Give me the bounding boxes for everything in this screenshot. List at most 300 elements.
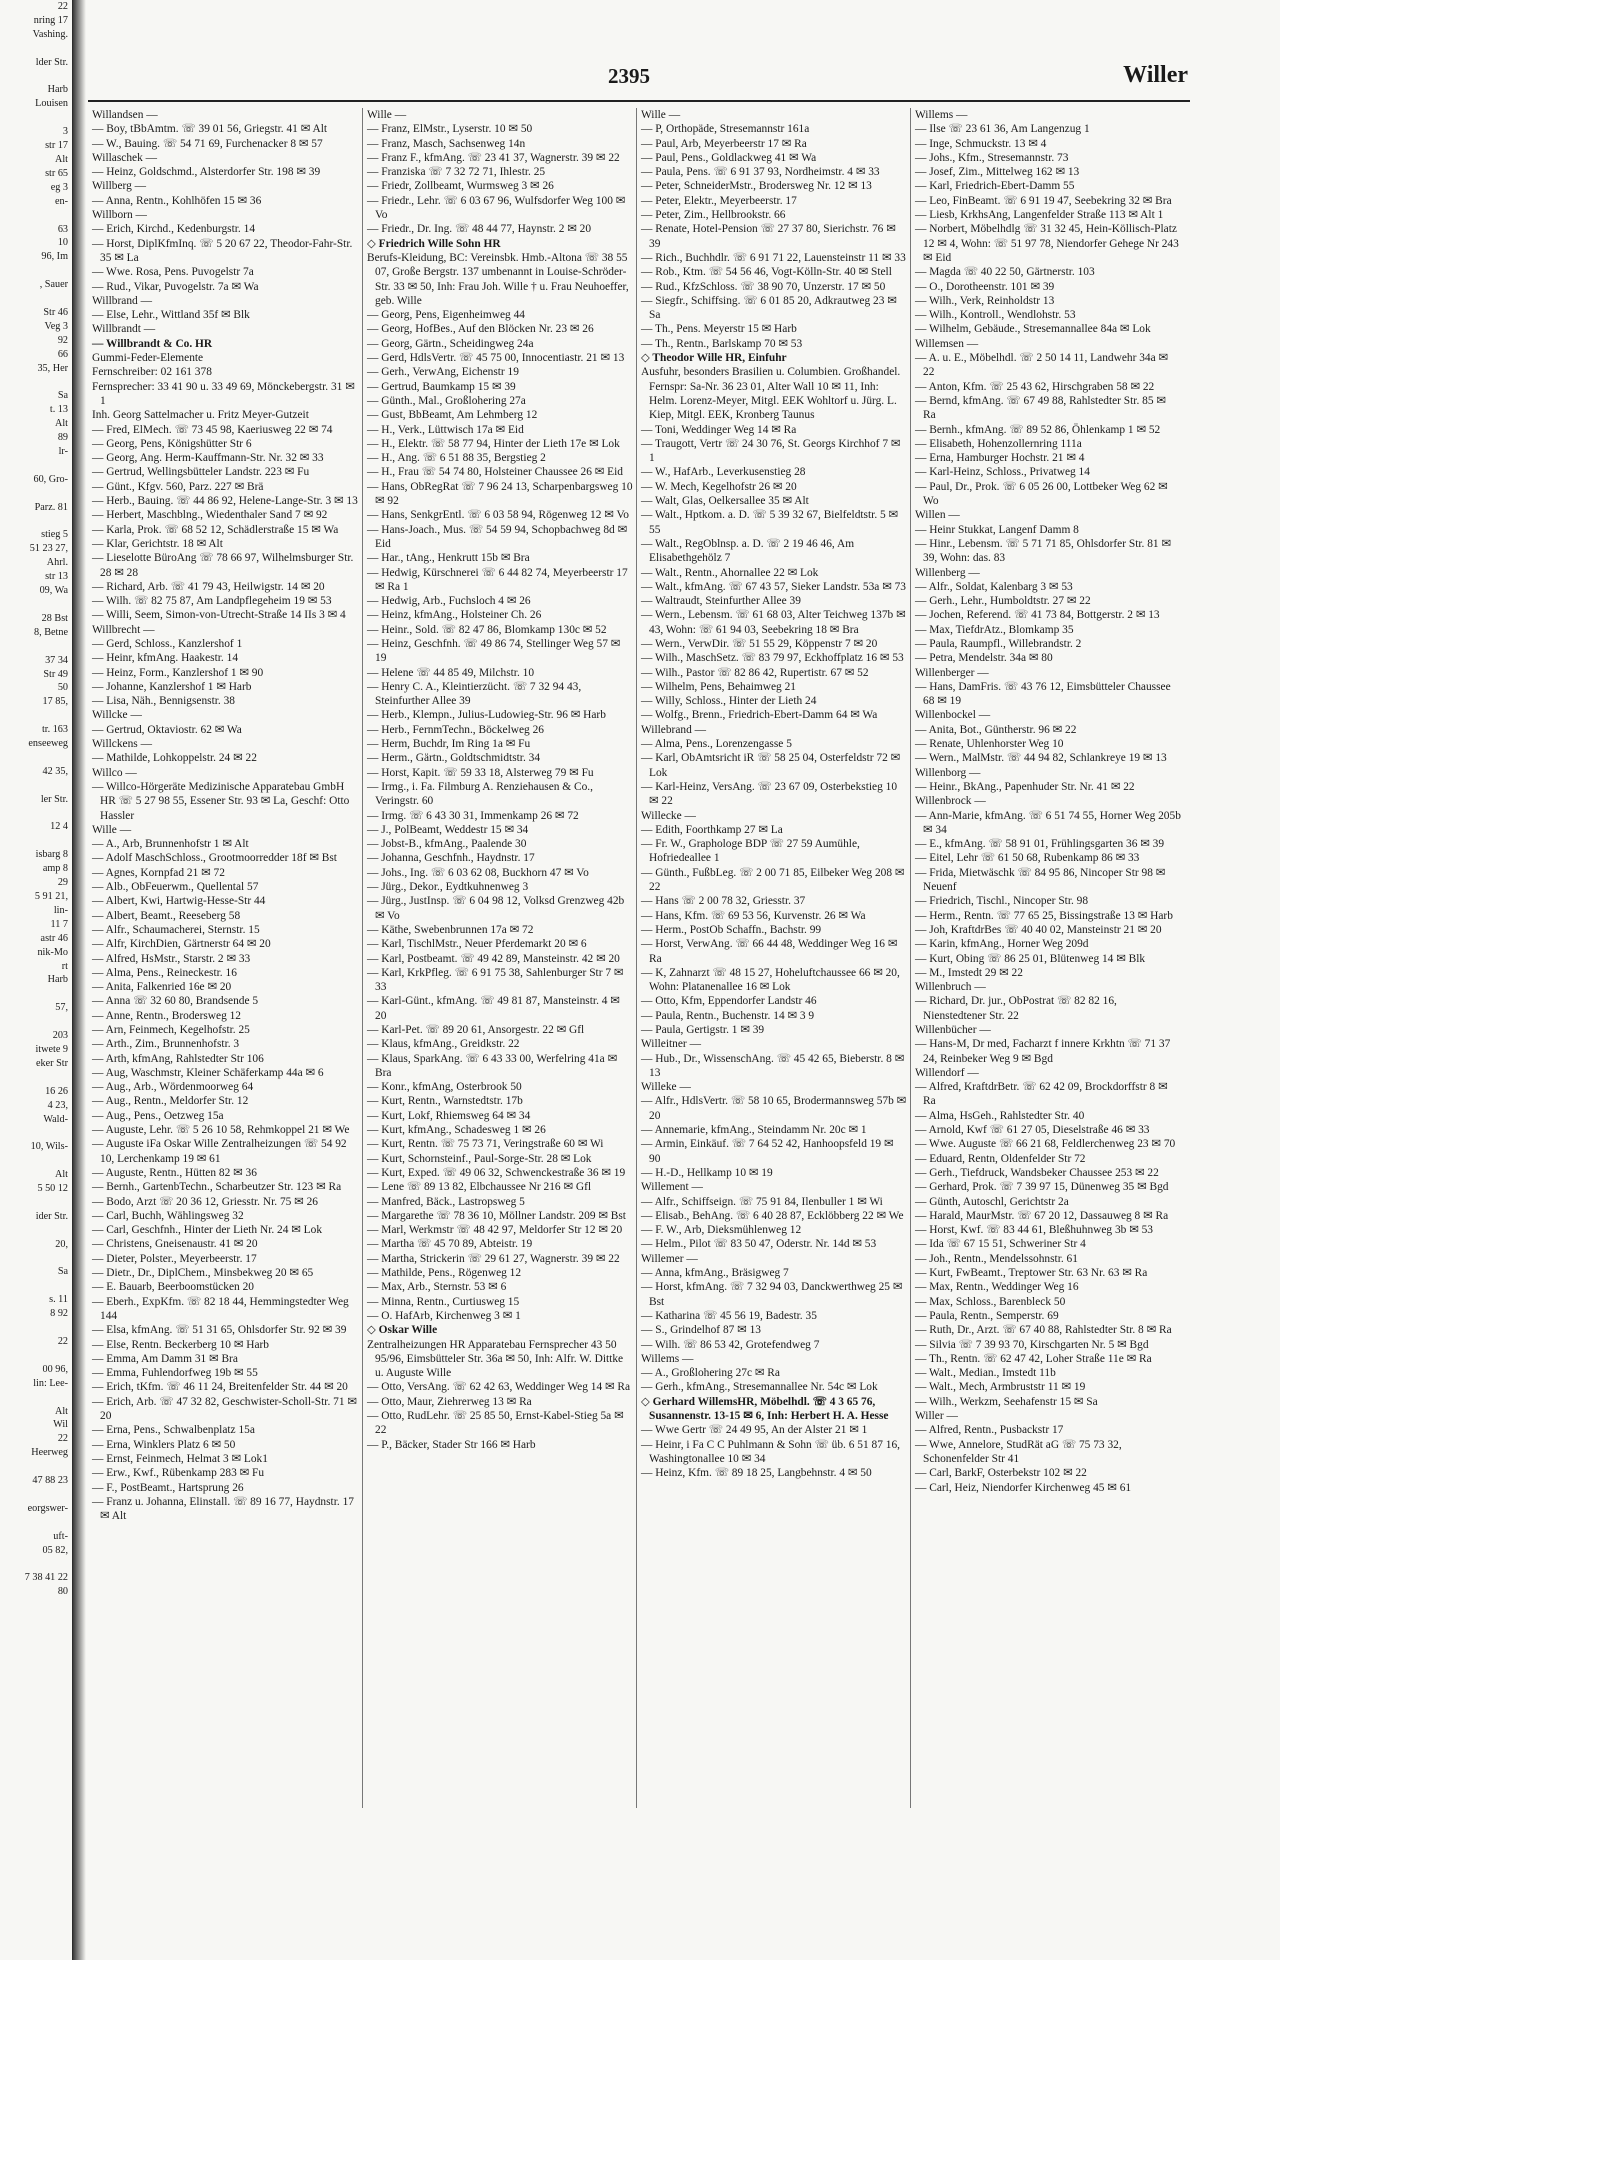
binding-fragment: lr-: [58, 446, 68, 457]
directory-entry: Willenbücher —: [915, 1024, 991, 1036]
binding-fragment: ler Str.: [40, 793, 68, 805]
directory-entry: — Wern., VerwDir. ☏ 51 55 29, Köppenstr 7 ✉ 20: [641, 637, 878, 650]
directory-entry: — Karl, TischlMstr., Neuer Pferdemarkt 20 ✉ 6: [367, 938, 587, 951]
directory-entry: — Friedrich, Tischl., Nincoper Str. 98: [915, 895, 1089, 908]
directory-entry: — Friedr, Zollbeamt, Wurmsweg 3 ✉ 26: [367, 180, 554, 193]
directory-entry: — Erna, Pens., Schwalbenplatz 15a: [92, 1424, 255, 1437]
directory-entry: — Horst, kfmAng. ☏ 7 32 94 03, Danckwerthweg 25 ✉ Bst: [641, 1281, 903, 1308]
binding-fragment: ider Str.: [35, 1210, 68, 1222]
directory-entry: Willen —: [915, 509, 960, 522]
directory-entry: Wille —: [367, 109, 407, 121]
directory-entry: — Georg, Ang. Herm-Kauffmann-Str. Nr. 32 ✉ 33: [92, 452, 324, 465]
binding-fragment: nring 17: [33, 14, 68, 26]
directory-entry: Willenborg —: [915, 766, 981, 779]
directory-entry: — A. u. E., Möbelhdl. ☏ 2 50 14 11, Landwehr 34a ✉ 22: [915, 352, 1169, 379]
binding-fragment: 22: [57, 1, 68, 12]
directory-entry: ◇ Gerhard WillemsHR, Möbelhdl. ☏ 4 3 65 76, Susannenstr. 13-15 ✉ 6, Inh: Herbert H. A. Hesse: [641, 1395, 889, 1423]
directory-entry: — H., Elektr. ☏ 58 77 94, Hinter der Lieth 17e ✉ Lok: [367, 437, 620, 450]
directory-entry: — Traugott, Vertr ☏ 24 30 76, St. Georgs Kirchhof 7 ✉ 1: [641, 437, 901, 465]
directory-entry: — Friedr., Lehr. ☏ 6 03 67 96, Wulfsdorfer Weg 100 ✉ Vo: [367, 194, 626, 222]
directory-entry: — Minna, Rentn., Curtiusweg 15: [367, 1295, 520, 1308]
binding-shadow: [72, 0, 86, 1960]
directory-entry: Willenbrock —: [915, 795, 986, 808]
binding-fragment: [0, 292, 72, 306]
directory-entry: — Silvia ☏ 7 39 93 70, Kirschgarten Nr. 5 ✉ Bgd: [915, 1338, 1149, 1351]
binding-fragment: [0, 1488, 72, 1502]
directory-entry: — Eduard, Rentn, Oldenfelder Str 72: [915, 1152, 1086, 1165]
directory-entry: Ausfuhr, besonders Brasilien u. Columbien. Großhandel. Fernspr: Sa-Nr. 36 23 01, Alter Wall 10 ✉ 11, Inh: Helm. Lorenz-Meyer, Mitgl. EEK Wohltorf u. Jürg. L. Kiep, Mitgl. EEK, Kronberg Taunus: [641, 366, 901, 422]
directory-entry: — Kurt, Exped. ☏ 49 06 32, Schwenckestraße 36 ✉ 19: [367, 1166, 626, 1179]
directory-entry: — Hub., Dr., WissenschAng. ☏ 45 42 65, Bieberstr. 8 ✉ 13: [641, 1052, 905, 1079]
directory-entry: — Leo, FinBeamt. ☏ 6 91 19 47, Seebekring 32 ✉ Bra: [915, 194, 1172, 207]
directory-entry: — Alma, HsGeh., Rahlstedter Str. 40: [915, 1109, 1085, 1122]
binding-fragment: [0, 1071, 72, 1085]
directory-entry: — Walt., Hptkom. a. D. ☏ 5 39 32 67, Bielfeldtstr. 5 ✉ 55: [641, 509, 899, 536]
binding-fragment: [0, 375, 72, 389]
directory-entry: — Heinz, Goldschmd., Alsterdorfer Str. 198 ✉ 39: [92, 166, 321, 179]
binding-fragment: lin: Lee-: [33, 1377, 68, 1389]
directory-entry: — Horst, Kwf. ☏ 83 44 61, Bleßhuhnweg 3b ✉ 53: [915, 1224, 1153, 1237]
directory-entry: — Franz, Masch, Sachsenweg 14n: [367, 137, 526, 150]
binding-fragment: 8 92: [50, 1308, 68, 1320]
binding-fragment: [0, 751, 72, 765]
binding-fragment: Ahrl.: [46, 557, 68, 569]
directory-entry: — Kurt, Schornsteinf., Paul-Sorge-Str. 28 ✉ Lok: [367, 1152, 592, 1165]
directory-entry: — Magda ☏ 40 22 50, Gärtnerstr. 103: [915, 266, 1095, 279]
binding-fragment: rt: [61, 960, 68, 972]
directory-entry: — Margarethe ☏ 78 36 10, Möllner Landstr. 209 ✉ Bst: [367, 1209, 626, 1222]
directory-entry: — Horst, Kapit. ☏ 59 33 18, Alsterweg 79 ✉ Fu: [367, 766, 594, 779]
directory-entry: — Georg, Gärtn., Scheidingweg 24a: [367, 337, 534, 350]
directory-entry: — E., kfmAng. ☏ 58 91 01, Frühlingsgarten 36 ✉ 39: [915, 838, 1165, 851]
directory-entry: — Walt., Rentn., Ahornallee 22 ✉ Lok: [641, 566, 819, 579]
binding-fragment: 5 91 21,: [34, 891, 68, 902]
directory-entry: Willebrand —: [641, 723, 707, 736]
binding-fragment: [0, 1321, 72, 1335]
binding-fragment: [0, 1516, 72, 1530]
binding-fragment: 63: [57, 223, 68, 235]
directory-entry: — Max, Schloss., Barenbleck 50: [915, 1295, 1066, 1308]
directory-entry: Willems —: [915, 109, 968, 121]
binding-fragment: nik-Mo: [37, 946, 68, 958]
binding-fragment: 17 85,: [42, 696, 68, 708]
directory-entry: — A., Großlohering 27c ✉ Ra: [641, 1367, 780, 1380]
directory-entry: — Hinr., Lebensm. ☏ 5 71 71 85, Ohlsdorfer Str. 81 ✉ 39, Wohn: das. 83: [915, 537, 1172, 565]
binding-fragment: 28 Bst: [41, 612, 68, 624]
binding-fragment: 3: [62, 126, 68, 138]
page-header: [88, 58, 1188, 102]
directory-entry: — Franz, ElMstr., Lyserstr. 10 ✉ 50: [367, 123, 533, 136]
directory-entry: — Alfr., Soldat, Kalenbarg 3 ✉ 53: [915, 580, 1073, 593]
directory-entry: — Toni, Weddinger Weg 14 ✉ Ra: [641, 423, 797, 436]
directory-columns: [88, 108, 1190, 1808]
directory-entry: — Jobst-B., kfmAng., Paalende 30: [367, 838, 527, 851]
directory-entry: — Wilh., Werkzm, Seehafenstr 15 ✉ Sa: [915, 1395, 1098, 1408]
binding-fragment: Heerweg: [31, 1447, 68, 1459]
binding-fragment: [0, 70, 72, 84]
binding-fragment: [0, 1558, 72, 1572]
directory-entry: — Harald, MaurMstr. ☏ 67 20 12, Dassauweg 8 ✉ Ra: [915, 1209, 1169, 1222]
directory-entry: — Liesb, KrkhsAng, Langenfelder Straße 113 ✉ Alt 1: [915, 209, 1164, 222]
binding-fragment: 7 38 41 22: [24, 1572, 68, 1584]
directory-entry: — Karl, KrkPfleg. ☏ 6 91 75 38, Sahlenburger Str 7 ✉ 33: [367, 966, 624, 994]
binding-fragment: [0, 709, 72, 723]
directory-entry: — Renate, Hotel-Pension ☏ 27 37 80, Sierichstr. 76 ✉ 39: [641, 223, 896, 250]
directory-entry: — Wilhelm, Gebäude., Stresemannallee 84a ✉ Lok: [915, 323, 1151, 336]
directory-entry: — Siegfr., Schiffsing. ☏ 6 01 85 20, Adkrautweg 23 ✉ Sa: [641, 294, 897, 322]
directory-entry: Fernsprecher: 33 41 90 u. 33 49 69, Mönckebergstr. 31 ✉ 1: [92, 380, 355, 407]
binding-fragment: 12 4: [50, 821, 68, 833]
directory-entry: — Gust, BbBeamt, Am Lehmberg 12: [367, 409, 538, 422]
directory-entry: — Herm., PostOb Schaffn., Bachstr. 99: [641, 923, 822, 936]
directory-entry: Willeke —: [641, 1081, 691, 1094]
binding-fragment: 47 88 23: [32, 1475, 68, 1487]
directory-entry: — Karl-Heinz, Schloss., Privatweg 14: [915, 466, 1090, 479]
directory-entry: — Anna, Rentn., Kohlhöfen 15 ✉ 36: [92, 194, 262, 207]
directory-entry: Willemsen —: [915, 337, 979, 350]
directory-entry: — Carl, Heiz, Niendorfer Kirchenweg 45 ✉ 61: [915, 1481, 1132, 1494]
directory-entry: — P, Orthopäde, Stresemannstr 161a: [641, 123, 810, 136]
directory-entry: — Walt., Median., Imstedt 11b: [915, 1367, 1056, 1380]
directory-entry: — Irmg. ☏ 6 43 30 31, Immenkamp 26 ✉ 72: [367, 809, 579, 822]
directory-entry: — Otto, VersAng. ☏ 62 42 63, Weddinger Weg 14 ✉ Ra: [367, 1381, 631, 1394]
directory-entry: — Paula, Pens. ☏ 6 91 37 93, Nordheimstr. 4 ✉ 33: [641, 166, 880, 179]
directory-entry: — Peter, Elektr., Meyerbeerstr. 17: [641, 194, 797, 207]
directory-entry: — Inge, Schmuckstr. 13 ✉ 4: [915, 137, 1047, 150]
directory-entry: — Arth, kfmAng, Rahlstedter Str 106: [92, 1052, 264, 1065]
binding-fragment: 37 34: [45, 654, 68, 666]
directory-entry: ◇ Oskar Wille: [367, 1324, 438, 1337]
directory-entry: — Waltraudt, Steinfurther Allee 39: [641, 595, 801, 608]
directory-entry: — Heinz, kfmAng., Holsteiner Ch. 26: [367, 609, 542, 622]
directory-entry: — Günth, Autoschl, Gerichtstr 2a: [915, 1195, 1069, 1208]
directory-entry: — Erna, Hamburger Hochstr. 21 ✉ 4: [915, 452, 1085, 465]
directory-entry: — Aug, Waschmstr, Kleiner Schäferkamp 44a ✉ 6: [92, 1066, 324, 1079]
directory-entry: — Fred, ElMech. ☏ 73 45 98, Kaeriusweg 22 ✉ 74: [92, 423, 333, 436]
binding-fragment: [0, 264, 72, 278]
binding-fragment: 00 96,: [42, 1363, 68, 1375]
directory-entry: — Wilh., Pastor ☏ 82 86 42, Rupertistr. 67 ✉ 52: [641, 666, 869, 679]
directory-entry: — Richard, Arb. ☏ 41 79 43, Heilwigstr. 14 ✉ 20: [92, 580, 325, 593]
directory-entry: Willems —: [641, 1352, 694, 1365]
binding-fragment: [0, 42, 72, 56]
directory-entry: — Wilh., Verk, Reinholdstr 13: [915, 294, 1055, 307]
directory-entry: — Horst, VerwAng. ☏ 66 44 48, Weddinger Weg 16 ✉ Ra: [641, 938, 898, 965]
directory-entry: — Willbrandt & Co. HR: [92, 337, 213, 350]
directory-entry: Willckens —: [92, 738, 152, 751]
directory-entry: — Walt., RegOblnsp. a. D. ☏ 2 19 46 46, Am Elisabethgehölz 7: [641, 537, 855, 565]
directory-entry: — Annemarie, kfmAng., Steindamm Nr. 20c ✉ 1: [641, 1124, 867, 1137]
directory-entry: — Otto, Kfm, Eppendorfer Landstr 46: [641, 995, 817, 1008]
directory-entry: — Georg, HofBes., Auf den Blöcken Nr. 23 ✉ 26: [367, 323, 594, 336]
directory-entry: — Aug., Pens., Oetzweg 15a: [92, 1109, 224, 1122]
directory-entry: — Anita, Falkenried 16e ✉ 20: [92, 981, 232, 994]
directory-entry: — Walt., kfmAng. ☏ 67 43 57, Sieker Landstr. 53a ✉ 73: [641, 580, 906, 593]
directory-entry: — Rud., Vikar, Puvogelstr. 7a ✉ Wa: [92, 280, 259, 293]
directory-entry: — Carl, BarkF, Osterbekstr 102 ✉ 22: [915, 1467, 1087, 1480]
binding-fragment: Veg 3: [44, 320, 68, 332]
directory-entry: — J., PolBeamt, Weddestr 15 ✉ 34: [367, 823, 529, 836]
binding-fragment: isbarg 8: [35, 849, 68, 861]
binding-fragment: 5 50 12: [37, 1183, 68, 1195]
directory-entry: Inh. Georg Sattelmacher u. Fritz Meyer-Gutzeit: [92, 409, 309, 422]
directory-entry: — Ann-Marie, kfmAng. ☏ 6 51 74 55, Horner Weg 205b ✉ 34: [915, 809, 1181, 836]
binding-fragment: 16 26: [45, 1085, 68, 1097]
directory-entry: — Gerh., VerwAng, Eichenstr 19: [367, 366, 519, 379]
binding-fragment: 66: [57, 348, 68, 360]
binding-fragment: 11 7: [50, 918, 68, 930]
directory-entry: Willbrand —: [92, 294, 152, 307]
directory-entry: — W. Mech, Kegelhofstr 26 ✉ 20: [641, 480, 797, 493]
binding-fragment: tr. 163: [41, 724, 68, 736]
binding-fragment: [0, 459, 72, 473]
directory-entry: Willenberger —: [915, 666, 989, 679]
directory-entry: — Kurt, Obing ☏ 86 25 01, Blütenweg 14 ✉ Blk: [915, 952, 1146, 965]
directory-entry: — M., Imstedt 29 ✉ 22: [915, 966, 1023, 979]
directory-entry: — Dietr., Dr., DiplChem., Minsbekweg 20 ✉ 65: [92, 1267, 314, 1280]
directory-entry: — Georg, Pens, Eigenheimweg 44: [367, 309, 525, 322]
directory-entry: — Christens, Gneisenaustr. 41 ✉ 20: [92, 1238, 258, 1251]
binding-fragment: [0, 1126, 72, 1140]
directory-entry: — H., Ang. ☏ 6 51 88 35, Bergstieg 2: [367, 452, 546, 465]
directory-entry: — Auguste, Rentn., Hütten 82 ✉ 36: [92, 1166, 257, 1179]
directory-entry: — H., Frau ☏ 54 74 80, Holsteiner Chaussee 26 ✉ Eid: [367, 466, 623, 479]
directory-entry: Berufs-Kleidung, BC: Vereinsbk. Hmb.-Altona ☏ 38 55 07, Große Bergstr. 137 umbenannt in Louise-Schröder-Str. 33 ✉ 50, Inh: Frau Joh. Wille † u. Frau Neuhoeffer, geb. Wille: [367, 251, 629, 307]
directory-entry: ◇ Friedrich Wille Sohn HR: [367, 237, 501, 250]
binding-fragment: str 13: [45, 571, 68, 583]
directory-entry: — Petra, Mendelstr. 34a ✉ 80: [915, 652, 1053, 665]
directory-entry: — Auguste iFa Oskar Wille Zentralheizungen ☏ 54 92 10, Lerchenkamp 19 ✉ 61: [92, 1138, 347, 1165]
binding-fragment: 22: [57, 1433, 68, 1445]
directory-entry: — Anna ☏ 32 60 80, Brandsende 5: [92, 995, 259, 1008]
directory-entry: — Erw., Kwf., Rübenkamp 283 ✉ Fu: [92, 1467, 265, 1480]
directory-entry: — P., Bäcker, Stader Str 166 ✉ Harb: [367, 1438, 536, 1451]
directory-entry: — Klaus, kfmAng., Greidkstr. 22: [367, 1038, 520, 1051]
directory-entry: — Katharina ☏ 45 56 19, Badestr. 35: [641, 1309, 817, 1322]
directory-entry: — Gertrud, Baumkamp 15 ✉ 39: [367, 380, 516, 393]
directory-entry: — Alfred, HsMstr., Starstr. 2 ✉ 33: [92, 952, 251, 965]
binding-fragment: Louisen: [35, 98, 68, 110]
binding-fragment: [0, 807, 72, 821]
directory-entry: — Wwe Gertr ☏ 24 49 95, An der Alster 21 ✉ 1: [641, 1424, 868, 1437]
directory-entry: — A., Arb, Brunnenhofstr 1 ✉ Alt: [92, 838, 249, 851]
binding-fragment: [0, 515, 72, 529]
directory-entry: — Har., tAng., Henkrutt 15b ✉ Bra: [367, 552, 530, 565]
column-3: [636, 108, 910, 1808]
binding-fragment: eg 3: [50, 181, 68, 193]
directory-entry: Wille —: [92, 823, 132, 836]
directory-entry: — Max, Rentn., Weddinger Weg 16: [915, 1281, 1079, 1294]
directory-entry: — Bernd, kfmAng. ☏ 67 49 88, Rahlstedter Str. 85 ✉ Ra: [915, 394, 1166, 422]
binding-fragment: astr 46: [40, 932, 68, 944]
binding-fragment: Harb: [47, 974, 68, 986]
binding-fragment: 50: [57, 682, 68, 694]
binding-fragment: Str 46: [43, 306, 68, 318]
binding-edge-fragments: [0, 0, 73, 1960]
directory-entry: — W., Bauing. ☏ 54 71 69, Furchenacker 8 ✉ 57: [92, 137, 323, 150]
directory-entry: — Herm., Gärtn., Goldtschmidtstr. 34: [367, 752, 541, 765]
directory-entry: — F. W., Arb, Dieksmühlenweg 12: [641, 1224, 802, 1237]
directory-entry: — Aug., Rentn., Meldorfer Str. 12: [92, 1095, 249, 1108]
directory-entry: — Max, Arb., Sternstr. 53 ✉ 6: [367, 1281, 507, 1294]
directory-entry: — Käthe, Swebenbrunnen 17a ✉ 72: [367, 923, 534, 936]
directory-entry: Gummi-Feder-Elemente: [92, 352, 204, 365]
directory-entry: — Franz u. Johanna, Elinstall. ☏ 89 16 77, Haydnstr. 17 ✉ Alt: [92, 1495, 354, 1523]
binding-fragment: 8, Betne: [34, 626, 68, 638]
binding-fragment: [0, 834, 72, 848]
binding-fragment: lder Str.: [35, 56, 68, 68]
directory-entry: — Konr., kfmAng, Osterbrook 50: [367, 1081, 522, 1094]
directory-entry: — Gertrud, Wellingsbütteler Landstr. 223 ✉ Fu: [92, 466, 310, 479]
directory-entry: — Rich., Buchhdlr. ☏ 6 91 71 22, Lauensteinstr 11 ✉ 33: [641, 251, 906, 264]
binding-fragment: Alt: [54, 1405, 68, 1417]
directory-entry: — Emma, Am Damm 31 ✉ Bra: [92, 1352, 238, 1365]
directory-entry: — Wilh., Kontroll., Wendlohstr. 53: [915, 309, 1076, 322]
binding-fragment: 42 35,: [42, 765, 68, 777]
directory-entry: — Th., Pens. Meyerstr 15 ✉ Harb: [641, 323, 797, 336]
directory-entry: Willaschek —: [92, 151, 158, 164]
binding-fragment: [0, 598, 72, 612]
binding-fragment: Sa: [57, 390, 68, 402]
directory-entry: Willendorf —: [915, 1066, 979, 1079]
binding-fragment: [0, 1196, 72, 1210]
directory-entry: — Mathilde, Lohkoppelstr. 24 ✉ 22: [92, 752, 257, 765]
binding-fragment: [0, 987, 72, 1001]
directory-entry: — Hedwig, Arb., Fuchsloch 4 ✉ 26: [367, 595, 531, 608]
directory-entry: — Eberh., ExpKfm. ☏ 82 18 44, Hemmingstedter Weg 144: [92, 1295, 349, 1322]
directory-entry: — O. HafArb, Kirchenweg 3 ✉ 1: [367, 1309, 521, 1322]
directory-entry: — Hans-Joach., Mus. ☏ 54 59 94, Schopbachweg 8d ✉ Eid: [367, 523, 628, 550]
directory-entry: — Ernst, Feinmech, Helmat 3 ✉ Lok1: [92, 1452, 268, 1465]
directory-entry: — Karla, Prok. ☏ 68 52 12, Schädlerstraße 15 ✉ Wa: [92, 523, 339, 536]
directory-entry: — Carl, Buchh, Wählingsweg 32: [92, 1209, 244, 1222]
directory-entry: — Albert, Kwi, Hartwig-Hesse-Str 44: [92, 895, 266, 908]
directory-entry: — Walt., Mech, Armbruststr 11 ✉ 19: [915, 1381, 1086, 1394]
directory-entry: Willbrandt —: [92, 323, 156, 336]
directory-entry: Willenbruch —: [915, 981, 986, 994]
directory-entry: — Johanna, Geschfnh., Haydnstr. 17: [367, 852, 535, 865]
running-head: Willer: [1123, 62, 1188, 88]
directory-entry: — Helene ☏ 44 85 49, Milchstr. 10: [367, 666, 535, 679]
directory-entry: ◇ Theodor Wille HR, Einfuhr: [641, 352, 787, 365]
directory-entry: — Herm., Rentn. ☏ 77 65 25, Bissingstraße 13 ✉ Harb: [915, 909, 1173, 922]
directory-entry: — Henry C. A., Kleintierzücht. ☏ 7 32 94 43, Steinfurther Allee 39: [367, 680, 582, 708]
directory-entry: — Alfr, KirchDien, Gärtnerstr 64 ✉ 20: [92, 938, 271, 951]
directory-entry: — Paula, Raumpfl., Willebrandstr. 2: [915, 637, 1082, 650]
directory-entry: — Peter, Zim., Hellbrookstr. 66: [641, 209, 786, 222]
binding-fragment: Harb: [47, 84, 68, 96]
directory-entry: — Carl, Geschfnh., Hinter der Lieth Nr. 24 ✉ Lok: [92, 1224, 323, 1237]
directory-entry: — Alfred, KraftdrBetr. ☏ 62 42 09, Brockdorffstr 8 ✉ Ra: [915, 1081, 1168, 1108]
directory-entry: — E. Bauarb, Beerboomstücken 20: [92, 1281, 254, 1294]
binding-fragment: 92: [57, 334, 68, 346]
binding-fragment: [0, 1252, 72, 1266]
directory-entry: — Th., Rentn., Barlskamp 70 ✉ 53: [641, 337, 803, 350]
directory-entry: — F., PostBeamt., Hartsprung 26: [92, 1481, 244, 1494]
directory-entry: — Erich, Kirchd., Kedenburgstr. 14: [92, 223, 256, 236]
directory-entry: — Willi, Seem, Simon-von-Utrecht-Straße 14 IIs 3 ✉ 4: [92, 609, 346, 622]
directory-entry: — Martha, Strickerin ☏ 29 61 27, Wagnerstr. 39 ✉ 22: [367, 1252, 620, 1265]
binding-fragment: amp 8: [42, 863, 68, 875]
column-4: [910, 108, 1184, 1808]
directory-entry: — Otto, RudLehr. ☏ 25 85 50, Ernst-Kabel-Stieg 5a ✉ 22: [367, 1410, 624, 1437]
directory-entry: — Johs., Kfm., Stresemannstr. 73: [915, 151, 1069, 164]
binding-fragment: 10, Wils-: [30, 1141, 68, 1153]
binding-fragment: [0, 111, 72, 125]
directory-entry: — Renate, Uhlenhorster Weg 10: [915, 738, 1064, 751]
binding-fragment: Alt: [54, 153, 68, 165]
directory-entry: — Hans-M, Dr med, Facharzt f innere Krkhtn ☏ 71 37 24, Reinbeker Weg 9 ✉ Bgd: [915, 1038, 1171, 1065]
binding-fragment: [0, 1349, 72, 1363]
binding-fragment: , Sauer: [39, 279, 68, 291]
directory-entry: — Wern., MalMstr. ☏ 44 94 82, Schlankreye 19 ✉ 13: [915, 752, 1167, 765]
directory-entry: — Albert, Beamt., Reeseberg 58: [92, 909, 241, 922]
binding-fragment: 51 23 27,: [29, 543, 68, 555]
directory-entry: — Horst, DiplKfmInq. ☏ 5 20 67 22, Theodor-Fahr-Str. 35 ✉ La: [92, 237, 353, 264]
directory-entry: — Gerd, Schloss., Kanzlershof 1: [92, 637, 243, 650]
directory-entry: — W., HafArb., Leverkusenstieg 28: [641, 466, 806, 479]
directory-entry: — K, Zahnarzt ☏ 48 15 27, Hoheluftchaussee 66 ✉ 20, Wohn: Platanenallee 16 ✉ Lok: [641, 966, 900, 994]
directory-entry: Willbrecht —: [92, 623, 155, 636]
directory-entry: Wille —: [641, 109, 681, 121]
binding-fragment: str 17: [45, 140, 68, 152]
directory-entry: — Herm, Buchdr, Im Ring 1a ✉ Fu: [367, 738, 531, 751]
directory-entry: — Dieter, Polster., Meyerbeerstr. 17: [92, 1252, 257, 1265]
directory-entry: — Gerhard, Prok. ☏ 7 39 97 15, Dünenweg 35 ✉ Bgd: [915, 1181, 1169, 1194]
directory-entry: — Paula, Rentn., Semperstr. 69: [915, 1309, 1059, 1322]
binding-fragment: 203: [52, 1030, 68, 1042]
directory-entry: — Paul, Dr., Prok. ☏ 6 05 26 00, Lottbeker Weg 62 ✉ Wo: [915, 480, 1168, 508]
binding-fragment: itwete 9: [35, 1043, 68, 1055]
directory-entry: — H., Verk., Lüttwisch 17a ✉ Eid: [367, 423, 524, 436]
directory-entry: — Günt., Kfgv. 560, Parz. 227 ✉ Brä: [92, 480, 264, 493]
page-number: 2395: [608, 64, 650, 88]
directory-entry: — Else, Rentn. Beckerberg 10 ✉ Harb: [92, 1338, 269, 1351]
directory-entry: — Günth., FußbLeg. ☏ 2 00 71 85, Eilbeker Weg 208 ✉ 22: [641, 866, 905, 894]
directory-entry: — Kurt, Rentn., Warnstedtstr. 17b: [367, 1095, 523, 1108]
binding-fragment: 60, Gro-: [33, 473, 68, 485]
directory-entry: — Auguste, Lehr. ☏ 5 26 10 58, Rehmkoppel 21 ✉ We: [92, 1124, 350, 1137]
directory-entry: — Boy, tBbAmtm. ☏ 39 01 56, Griegstr. 41 ✉ Alt: [92, 123, 328, 136]
directory-entry: — Gertrud, Oktaviostr. 62 ✉ Wa: [92, 723, 242, 736]
binding-fragment: Vashing.: [32, 28, 68, 40]
directory-entry: — Peter, SchneiderMstr., Brodersweg Nr. 12 ✉ 13: [641, 180, 872, 193]
directory-entry: — Arth., Zim., Brunnenhofstr. 3: [92, 1038, 240, 1051]
directory-entry: — Norbert, Möbelhdlg ☏ 31 32 45, Hein-Köllisch-Platz 12 ✉ 4, Wohn: ☏ 51 97 78, Niendorfer Gehege Nr 243 ✉ Eid: [915, 223, 1179, 264]
directory-entry: — Wwe, Annelore, StudRät aG ☏ 75 73 32, Schonenfelder Str 41: [915, 1438, 1122, 1465]
binding-fragment: 80: [57, 1586, 68, 1598]
binding-fragment: 22: [57, 1336, 68, 1347]
binding-fragment: [0, 640, 72, 654]
directory-entry: — Wolfg., Brenn., Friedrich-Ebert-Damm 64 ✉ Wa: [641, 709, 878, 722]
directory-entry: — Wwe. Auguste ☏ 66 21 68, Feldlerchenweg 23 ✉ 70: [915, 1138, 1176, 1151]
directory-entry: — Aug., Arb., Wördenmoorweg 64: [92, 1081, 254, 1094]
directory-entry: — S., Grindelhof 87 ✉ 13: [641, 1324, 761, 1337]
directory-entry: — Manfred, Bäck., Lastropsweg 5: [367, 1195, 525, 1208]
binding-fragment: stieg 5: [41, 529, 68, 541]
directory-entry: — Th., Rentn. ☏ 62 47 42, Loher Straße 11e ✉ Ra: [915, 1352, 1152, 1365]
column-2: [362, 108, 636, 1808]
directory-entry: Willeitner —: [641, 1038, 701, 1051]
directory-entry: — Lisa, Näh., Bennigsenstr. 38: [92, 695, 235, 708]
binding-fragment: [0, 1279, 72, 1293]
binding-fragment: [0, 1391, 72, 1405]
directory-entry: — Herb., FernmTechn., Böckelweg 26: [367, 723, 544, 736]
directory-entry: — Heinz, Geschfnh. ☏ 49 86 74, Stellinger Weg 57 ✉ 19: [367, 637, 621, 665]
directory-entry: Willcke —: [92, 709, 142, 722]
directory-entry: Willement —: [641, 1181, 703, 1194]
column-1: [88, 108, 362, 1808]
